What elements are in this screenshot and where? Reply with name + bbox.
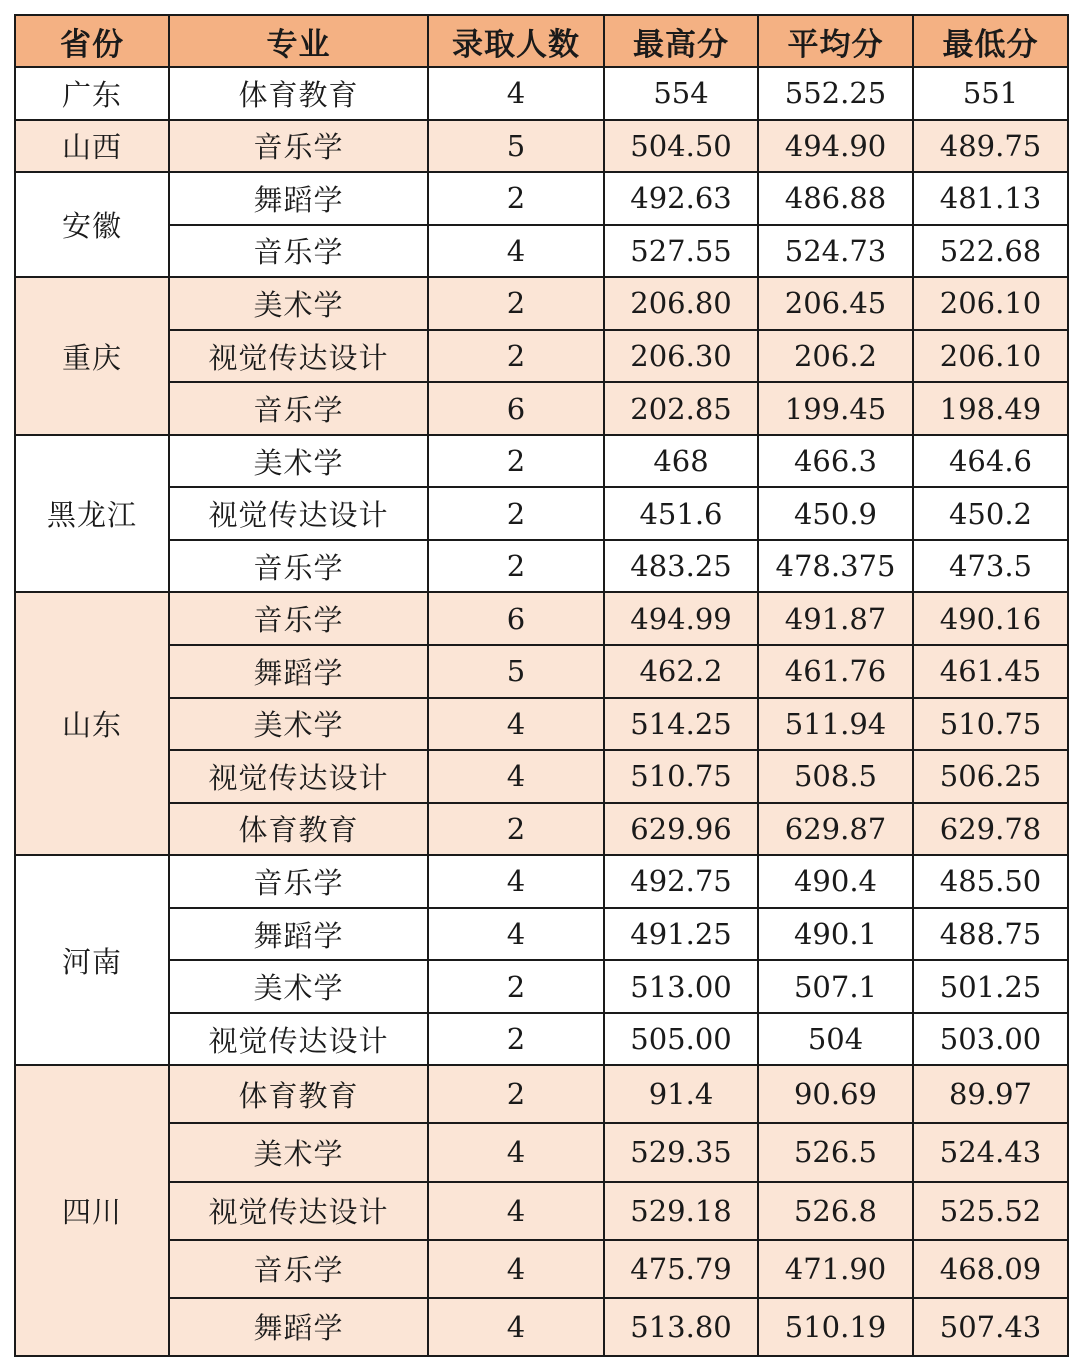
min-cell: 507.43: [913, 1298, 1068, 1356]
admitted-cell: 2: [428, 803, 604, 856]
min-cell: 506.25: [913, 750, 1068, 803]
admitted-cell: 4: [428, 698, 604, 751]
major-cell: 美术学: [169, 1123, 428, 1181]
admitted-cell: 5: [428, 645, 604, 698]
table-row: [15, 172, 1068, 225]
province-cell: 黑龙江: [15, 435, 169, 593]
min-cell: 524.43: [913, 1123, 1068, 1181]
admitted-cell: 4: [428, 1240, 604, 1298]
avg-cell: 490.4: [758, 855, 913, 908]
major-cell: 美术学: [169, 960, 428, 1013]
table-row: [15, 540, 1068, 593]
max-cell: 475.79: [604, 1240, 758, 1298]
header-province: 省份: [15, 15, 169, 67]
max-cell: 494.99: [604, 592, 758, 645]
province-cell: 重庆: [15, 277, 169, 435]
min-cell: 464.6: [913, 435, 1068, 488]
admitted-cell: 2: [428, 277, 604, 330]
major-cell: 音乐学: [169, 540, 428, 593]
table-row: [15, 330, 1068, 383]
max-cell: 554: [604, 67, 758, 120]
header-avg: 平均分: [758, 15, 913, 67]
avg-cell: 552.25: [758, 67, 913, 120]
major-cell: 视觉传达设计: [169, 1013, 428, 1066]
table-row: [15, 435, 1068, 488]
max-cell: 468: [604, 435, 758, 488]
table-row: [15, 960, 1068, 1013]
min-cell: 522.68: [913, 225, 1068, 278]
table-row: [15, 487, 1068, 540]
avg-cell: 90.69: [758, 1065, 913, 1123]
admission-scores-table: [14, 14, 1069, 1357]
admitted-cell: 4: [428, 67, 604, 120]
avg-cell: 510.19: [758, 1298, 913, 1356]
table-body: [15, 67, 1068, 1356]
major-cell: 音乐学: [169, 1240, 428, 1298]
admitted-cell: 2: [428, 1065, 604, 1123]
avg-cell: 507.1: [758, 960, 913, 1013]
header-admitted: 录取人数: [428, 15, 604, 67]
admitted-cell: 2: [428, 172, 604, 225]
major-cell: 体育教育: [169, 67, 428, 120]
min-cell: 206.10: [913, 330, 1068, 383]
table-row: [15, 67, 1068, 120]
major-cell: 音乐学: [169, 382, 428, 435]
avg-cell: 199.45: [758, 382, 913, 435]
major-cell: 音乐学: [169, 592, 428, 645]
table-row: [15, 803, 1068, 856]
min-cell: 485.50: [913, 855, 1068, 908]
major-cell: 舞蹈学: [169, 645, 428, 698]
max-cell: 483.25: [604, 540, 758, 593]
avg-cell: 524.73: [758, 225, 913, 278]
table-row: [15, 1065, 1068, 1123]
header-max: 最高分: [604, 15, 758, 67]
major-cell: 体育教育: [169, 1065, 428, 1123]
table-row: [15, 645, 1068, 698]
max-cell: 492.75: [604, 855, 758, 908]
min-cell: 450.2: [913, 487, 1068, 540]
header-row: [15, 15, 1068, 67]
table-row: [15, 592, 1068, 645]
header-major: 专业: [169, 15, 428, 67]
max-cell: 491.25: [604, 908, 758, 961]
avg-cell: 486.88: [758, 172, 913, 225]
avg-cell: 526.8: [758, 1182, 913, 1240]
min-cell: 501.25: [913, 960, 1068, 1013]
admitted-cell: 4: [428, 1182, 604, 1240]
avg-cell: 491.87: [758, 592, 913, 645]
min-cell: 525.52: [913, 1182, 1068, 1240]
table-row: [15, 908, 1068, 961]
admitted-cell: 5: [428, 120, 604, 173]
max-cell: 91.4: [604, 1065, 758, 1123]
table-row: [15, 855, 1068, 908]
avg-cell: 478.375: [758, 540, 913, 593]
admitted-cell: 4: [428, 750, 604, 803]
admitted-cell: 4: [428, 225, 604, 278]
avg-cell: 490.1: [758, 908, 913, 961]
admitted-cell: 2: [428, 330, 604, 383]
major-cell: 舞蹈学: [169, 1298, 428, 1356]
min-cell: 198.49: [913, 382, 1068, 435]
min-cell: 468.09: [913, 1240, 1068, 1298]
major-cell: 视觉传达设计: [169, 330, 428, 383]
min-cell: 551: [913, 67, 1068, 120]
major-cell: 音乐学: [169, 225, 428, 278]
province-cell: 山东: [15, 592, 169, 855]
min-cell: 489.75: [913, 120, 1068, 173]
min-cell: 510.75: [913, 698, 1068, 751]
major-cell: 视觉传达设计: [169, 487, 428, 540]
province-cell: 河南: [15, 855, 169, 1065]
avg-cell: 629.87: [758, 803, 913, 856]
avg-cell: 466.3: [758, 435, 913, 488]
admitted-cell: 4: [428, 908, 604, 961]
major-cell: 视觉传达设计: [169, 1182, 428, 1240]
admitted-cell: 4: [428, 1298, 604, 1356]
major-cell: 音乐学: [169, 855, 428, 908]
major-cell: 美术学: [169, 698, 428, 751]
major-cell: 舞蹈学: [169, 172, 428, 225]
max-cell: 202.85: [604, 382, 758, 435]
major-cell: 美术学: [169, 435, 428, 488]
header-min: 最低分: [913, 15, 1068, 67]
table-row: [15, 1123, 1068, 1181]
min-cell: 461.45: [913, 645, 1068, 698]
avg-cell: 526.5: [758, 1123, 913, 1181]
avg-cell: 206.2: [758, 330, 913, 383]
table-row: [15, 1240, 1068, 1298]
avg-cell: 511.94: [758, 698, 913, 751]
min-cell: 629.78: [913, 803, 1068, 856]
avg-cell: 471.90: [758, 1240, 913, 1298]
province-cell: 广东: [15, 67, 169, 120]
max-cell: 492.63: [604, 172, 758, 225]
max-cell: 527.55: [604, 225, 758, 278]
max-cell: 505.00: [604, 1013, 758, 1066]
table-row: [15, 120, 1068, 173]
admitted-cell: 2: [428, 540, 604, 593]
province-cell: 山西: [15, 120, 169, 173]
min-cell: 503.00: [913, 1013, 1068, 1066]
max-cell: 529.35: [604, 1123, 758, 1181]
avg-cell: 494.90: [758, 120, 913, 173]
admitted-cell: 2: [428, 960, 604, 1013]
avg-cell: 450.9: [758, 487, 913, 540]
table-row: [15, 277, 1068, 330]
max-cell: 451.6: [604, 487, 758, 540]
max-cell: 206.30: [604, 330, 758, 383]
min-cell: 490.16: [913, 592, 1068, 645]
admitted-cell: 2: [428, 435, 604, 488]
admitted-cell: 4: [428, 855, 604, 908]
max-cell: 504.50: [604, 120, 758, 173]
table-row: [15, 225, 1068, 278]
admitted-cell: 4: [428, 1123, 604, 1181]
max-cell: 514.25: [604, 698, 758, 751]
province-cell: 安徽: [15, 172, 169, 277]
table-row: [15, 1013, 1068, 1066]
major-cell: 美术学: [169, 277, 428, 330]
max-cell: 629.96: [604, 803, 758, 856]
avg-cell: 508.5: [758, 750, 913, 803]
admitted-cell: 2: [428, 1013, 604, 1066]
avg-cell: 504: [758, 1013, 913, 1066]
admitted-cell: 6: [428, 382, 604, 435]
max-cell: 529.18: [604, 1182, 758, 1240]
major-cell: 体育教育: [169, 803, 428, 856]
avg-cell: 461.76: [758, 645, 913, 698]
table-row: [15, 1182, 1068, 1240]
max-cell: 462.2: [604, 645, 758, 698]
min-cell: 473.5: [913, 540, 1068, 593]
major-cell: 视觉传达设计: [169, 750, 428, 803]
table-row: [15, 698, 1068, 751]
table-row: [15, 382, 1068, 435]
max-cell: 513.00: [604, 960, 758, 1013]
table-row: [15, 1298, 1068, 1356]
admitted-cell: 2: [428, 487, 604, 540]
min-cell: 488.75: [913, 908, 1068, 961]
min-cell: 89.97: [913, 1065, 1068, 1123]
min-cell: 206.10: [913, 277, 1068, 330]
max-cell: 206.80: [604, 277, 758, 330]
avg-cell: 206.45: [758, 277, 913, 330]
min-cell: 481.13: [913, 172, 1068, 225]
max-cell: 513.80: [604, 1298, 758, 1356]
province-cell: 四川: [15, 1065, 169, 1356]
table-row: [15, 750, 1068, 803]
max-cell: 510.75: [604, 750, 758, 803]
admitted-cell: 6: [428, 592, 604, 645]
major-cell: 音乐学: [169, 120, 428, 173]
major-cell: 舞蹈学: [169, 908, 428, 961]
